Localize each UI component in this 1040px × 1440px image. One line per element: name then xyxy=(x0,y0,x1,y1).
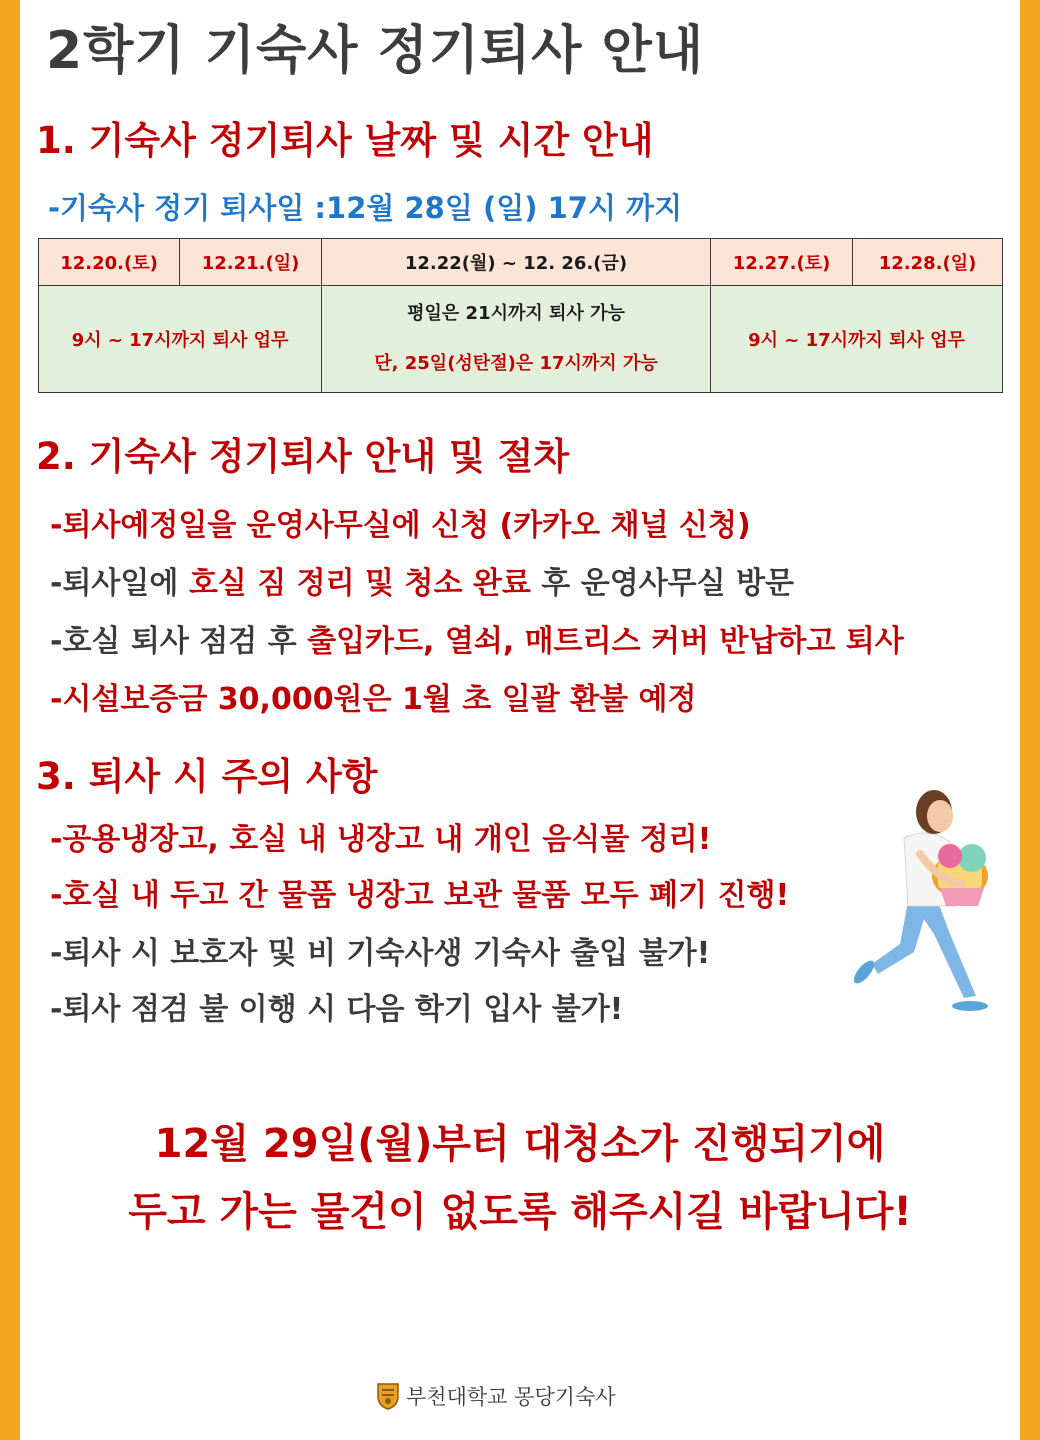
checkout-schedule-table xyxy=(38,238,1003,393)
checkout-deadline: -기숙사 정기 퇴사일 :12월 28일 (일) 17시 까지 xyxy=(48,191,683,225)
schedule-hours-row xyxy=(39,286,1003,393)
christmas-note: 단, 25일(성탄절)은 17시까지 가능 xyxy=(374,353,658,374)
caution-item: -퇴사 시 보호자 및 비 기숙사생 기숙사 출입 불가! xyxy=(50,936,711,971)
weekend-hours-cell: 9시 ~ 17시까지 퇴사 업무 xyxy=(711,286,1003,393)
caution-item: -공용냉장고, 호실 내 냉장고 내 개인 음식물 정리! xyxy=(50,822,712,857)
procedure-item: -퇴사예정일을 운영사무실에 신청 (카카오 채널 신청) xyxy=(50,508,751,543)
closing-line-2: 두고 가는 물건이 없도록 해주시길 바랍니다! xyxy=(128,1189,912,1235)
section3-heading: 3. 퇴사 시 주의 사항 xyxy=(36,755,378,798)
procedure-item: -시설보증금 30,000원은 1월 초 일괄 환불 예정 xyxy=(50,682,697,717)
weekday-hours-cell xyxy=(322,286,711,393)
weekday-hours-text: 평일은 21시까지 퇴사 가능 xyxy=(407,303,625,324)
page-title: 2학기 기숙사 정기퇴사 안내 xyxy=(46,21,705,81)
date-cell: 12.28.(일) xyxy=(853,239,1003,286)
weekend-hours-cell: 9시 ~ 17시까지 퇴사 업무 xyxy=(39,286,322,393)
person-carrying-laundry-illustration xyxy=(842,784,992,1020)
notice-page xyxy=(20,0,1020,1440)
caution-item: -호실 내 두고 간 물품 냉장고 보관 물품 모두 폐기 진행! xyxy=(50,878,790,913)
section1-heading: 1. 기숙사 정기퇴사 날짜 및 시간 안내 xyxy=(36,119,654,162)
caution-item: -퇴사 점검 불 이행 시 다음 학기 입사 불가! xyxy=(50,992,624,1027)
section2-heading: 2. 기숙사 정기퇴사 안내 및 절차 xyxy=(36,435,570,478)
date-cell: 12.21.(일) xyxy=(180,239,322,286)
date-cell: 12.22(월) ~ 12. 26.(금) xyxy=(322,239,711,286)
closing-line-1: 12월 29일(월)부터 대청소가 진행되기에 xyxy=(154,1121,886,1167)
schedule-header-row xyxy=(39,239,1003,286)
footer xyxy=(376,1380,616,1412)
footer-text: 부천대학교 몽당기숙사 xyxy=(406,1385,616,1409)
procedure-item: -퇴사일에 호실 짐 정리 및 청소 완료 후 운영사무실 방문 xyxy=(50,566,795,601)
university-crest-icon xyxy=(376,1382,400,1410)
date-cell: 12.27.(토) xyxy=(711,239,853,286)
procedure-item: -호실 퇴사 점검 후 출입카드, 열쇠, 매트리스 커버 반납하고 퇴사 xyxy=(50,624,904,659)
date-cell: 12.20.(토) xyxy=(39,239,180,286)
